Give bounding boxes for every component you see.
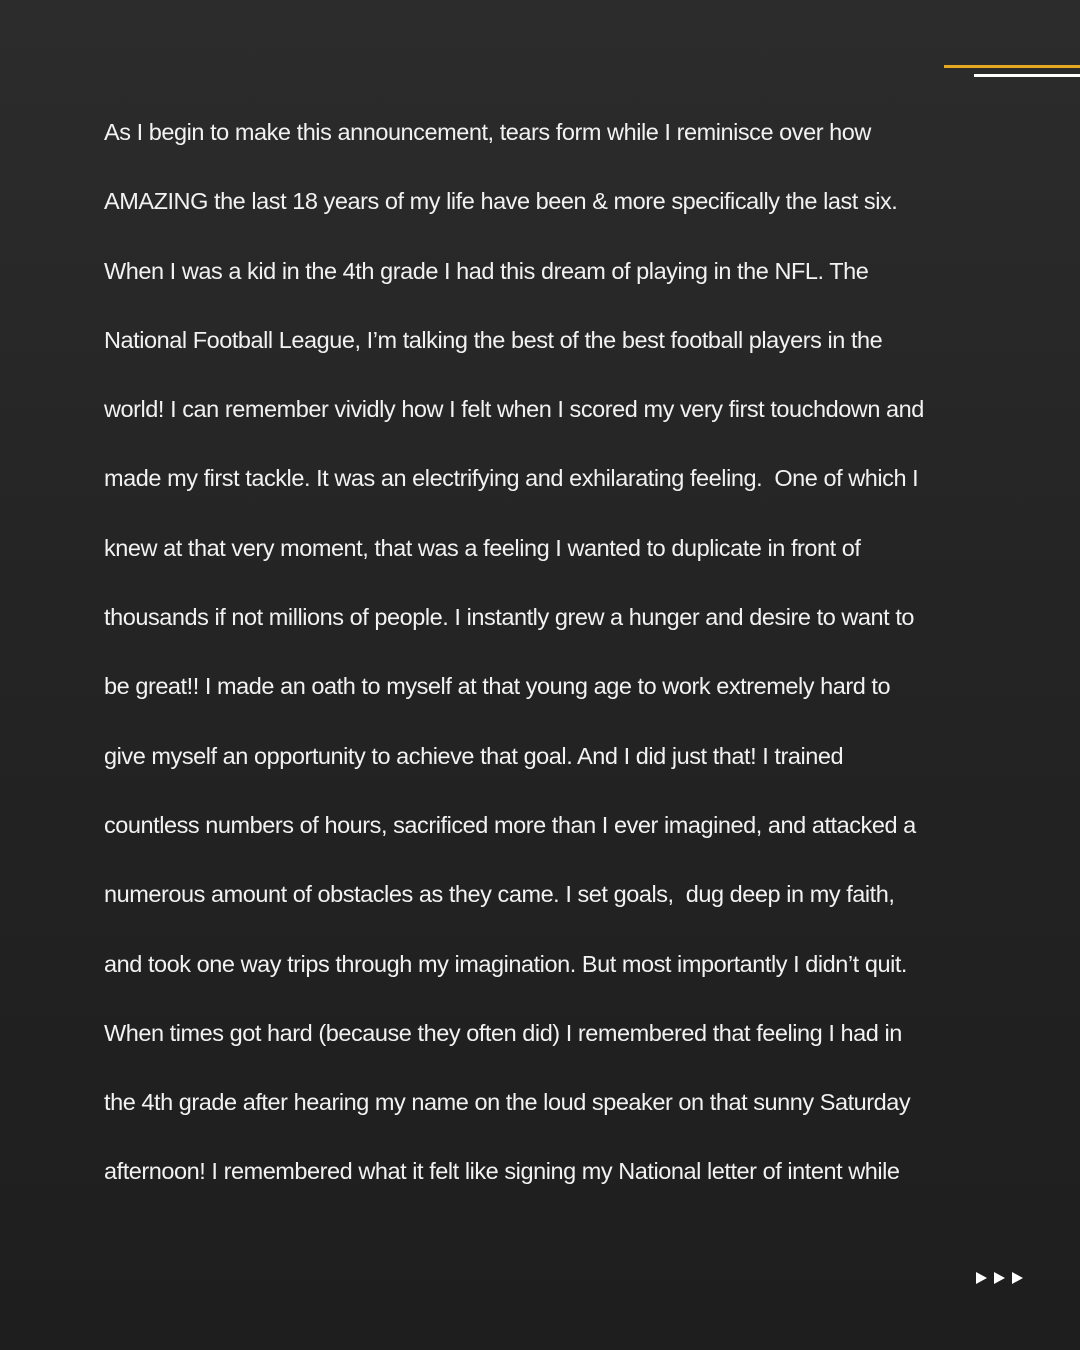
gold-accent-line <box>944 65 1080 68</box>
text-line: give myself an opportunity to achieve that goal. And I did just that! I trained <box>104 742 844 769</box>
text-line: National Football League, I’m talking the best of the best football players in the <box>104 326 883 353</box>
text-line: numerous amount of obstacles as they came. I set goals, dug deep in my faith, <box>104 881 895 908</box>
text-line: the 4th grade after hearing my name on the loud speaker on that sunny Saturday <box>104 1089 911 1116</box>
white-accent-line <box>974 74 1080 77</box>
text-line: and took one way trips through my imagination. But most importantly I didn’t quit. <box>104 950 907 977</box>
text-line: When I was a kid in the 4th grade I had this dream of playing in the NFL. The <box>104 257 869 284</box>
announcement-text <box>104 98 1004 1207</box>
text-line: knew at that very moment, that was a feeling I wanted to duplicate in front of <box>104 534 861 561</box>
play-arrow-icon <box>994 1272 1005 1284</box>
play-arrow-icon <box>1012 1272 1023 1284</box>
text-line: AMAZING the last 18 years of my life have been & more specifically the last six. <box>104 188 898 215</box>
text-line: thousands if not millions of people. I instantly grew a hunger and desire to want to <box>104 604 915 631</box>
text-line: world! I can remember vividly how I felt when I scored my very first touchdown and <box>104 396 924 423</box>
next-slide-indicator <box>976 1272 1023 1284</box>
text-line: be great!! I made an oath to myself at that young age to work extremely hard to <box>104 673 891 700</box>
text-line: afternoon! I remembered what it felt like signing my National letter of intent while <box>104 1158 900 1185</box>
text-line: countless numbers of hours, sacrificed more than I ever imagined, and attacked a <box>104 811 916 838</box>
text-line: When times got hard (because they often did) I remembered that feeling I had in <box>104 1019 902 1046</box>
text-line: made my first tackle. It was an electrifying and exhilarating feeling. One of which I <box>104 465 919 492</box>
text-line: As I begin to make this announcement, tears form while I reminisce over how <box>104 119 871 145</box>
play-arrow-icon <box>976 1272 987 1284</box>
